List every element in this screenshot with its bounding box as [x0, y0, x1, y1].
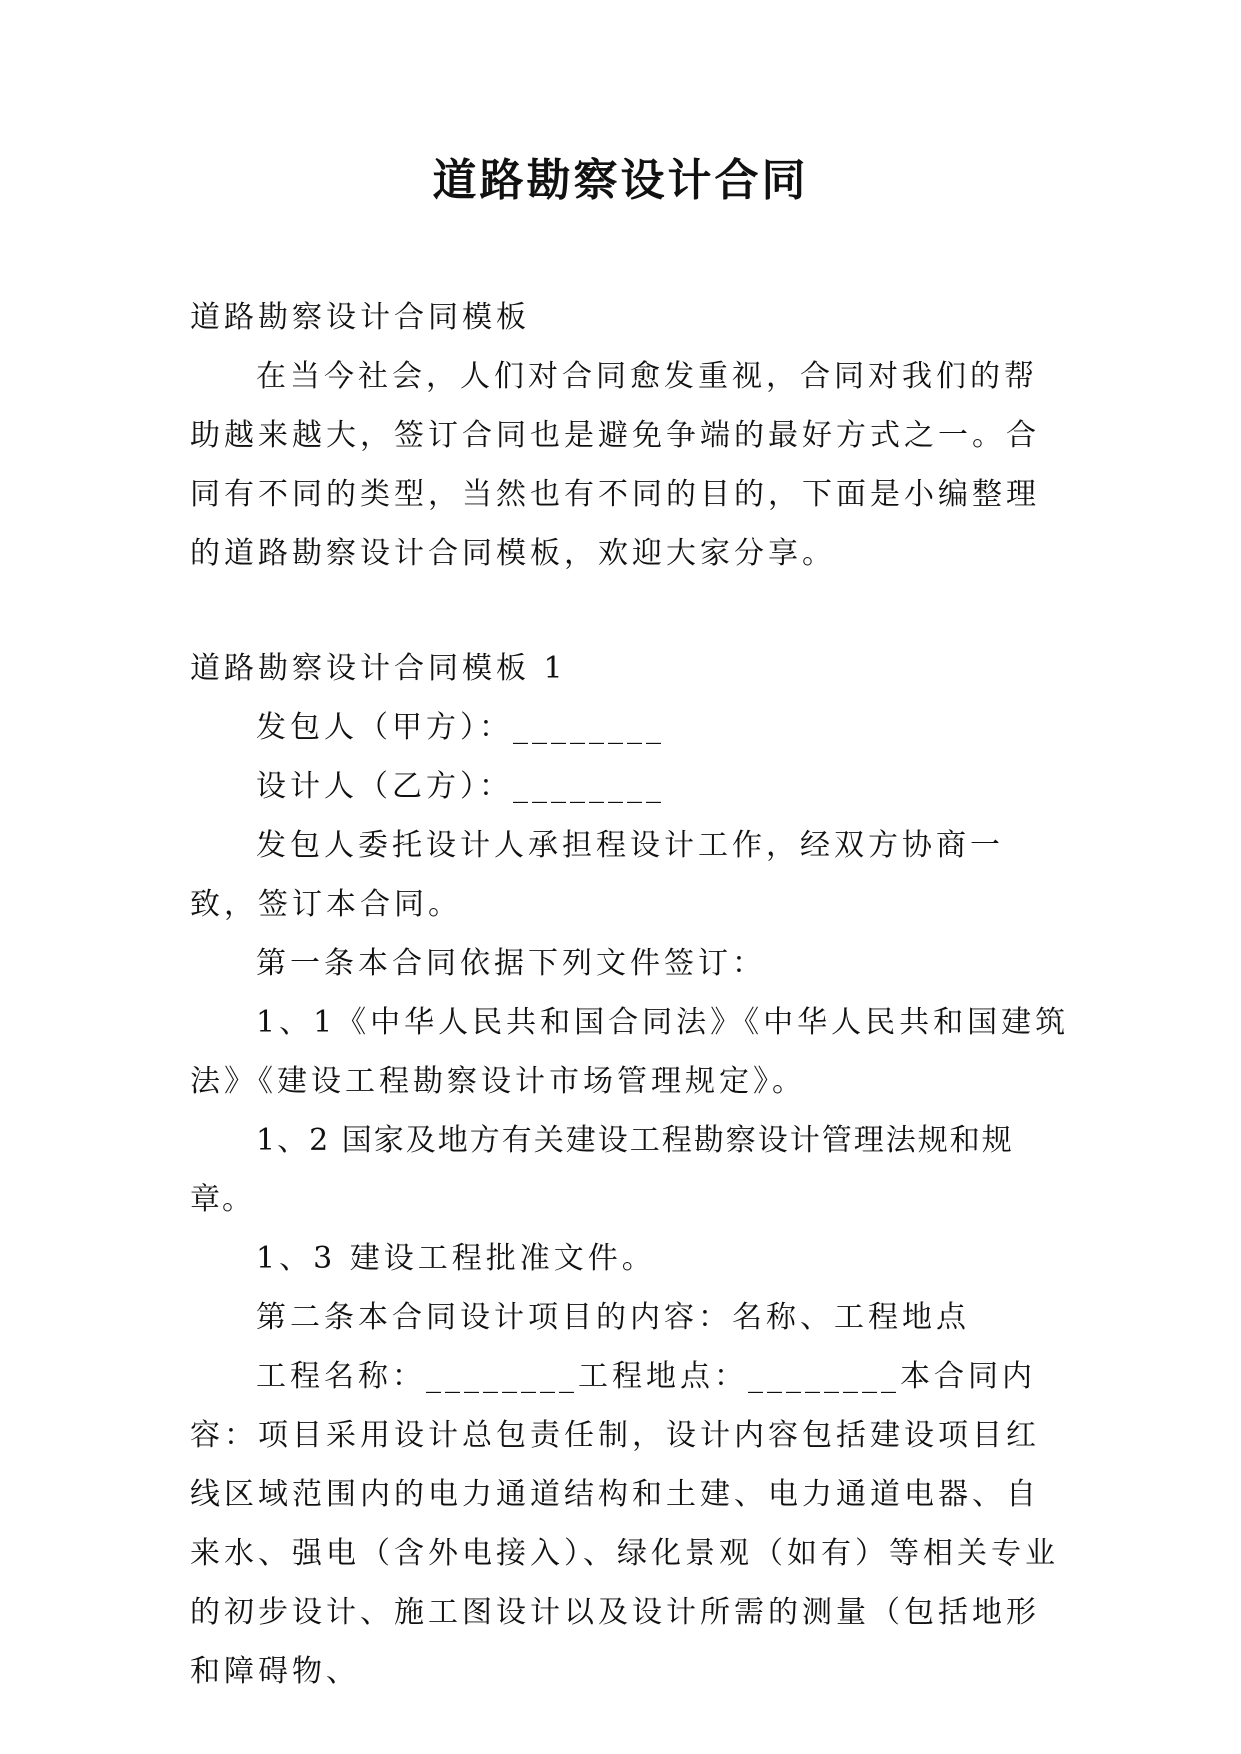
party-b-line: 设计人（乙方）：________ — [256, 769, 665, 804]
party-a-line: 发包人（甲方）：________ — [256, 710, 665, 745]
item-1-2: 1、2 国家及地方有关建设工程勘察设计管理法规和规章。 — [190, 1123, 1014, 1217]
template-subtitle: 道路勘察设计合同模板 — [190, 300, 530, 335]
intro-paragraph: 在当今社会，人们对合同愈发重视，合同对我们的帮助越来越大，签订合同也是避免争端的最好方式之一。合同有不同的类型，当然也有不同的目的，下面是小编整理的道路勘察设计合同模板，欢迎大家分享。 — [190, 359, 1040, 571]
document-title: 道路勘察设计合同 — [432, 155, 809, 206]
section-heading: 道路勘察设计合同模板 1 — [190, 651, 567, 686]
item-1-3: 1、3 建设工程批准文件。 — [256, 1241, 656, 1276]
project-content-paragraph: 工程名称：________工程地点：________本合同内容：项目采用设计总包责任制，设计内容包括建设项目红线区域范围内的电力通道结构和土建、电力通道电器、自来水、强电（含外电接入）、绿化景观（如有）等相关专业的初步设计、施工图设计以及设计所需的测量（包括地形和障碍物、 — [190, 1359, 1059, 1689]
item-1-1: 1、1《中华人民共和国合同法》《中华人民共和国建筑法》《建设工程勘察设计市场管理规定》。 — [190, 1005, 1070, 1099]
article-2-heading: 第二条本合同设计项目的内容：名称、工程地点 — [256, 1300, 970, 1335]
article-1-heading: 第一条本合同依据下列文件签订： — [256, 946, 766, 981]
document-body — [190, 288, 1070, 1701]
section-spacer — [190, 583, 1070, 639]
entrust-paragraph: 发包人委托设计人承担程设计工作，经双方协商一致，签订本合同。 — [190, 828, 1004, 922]
